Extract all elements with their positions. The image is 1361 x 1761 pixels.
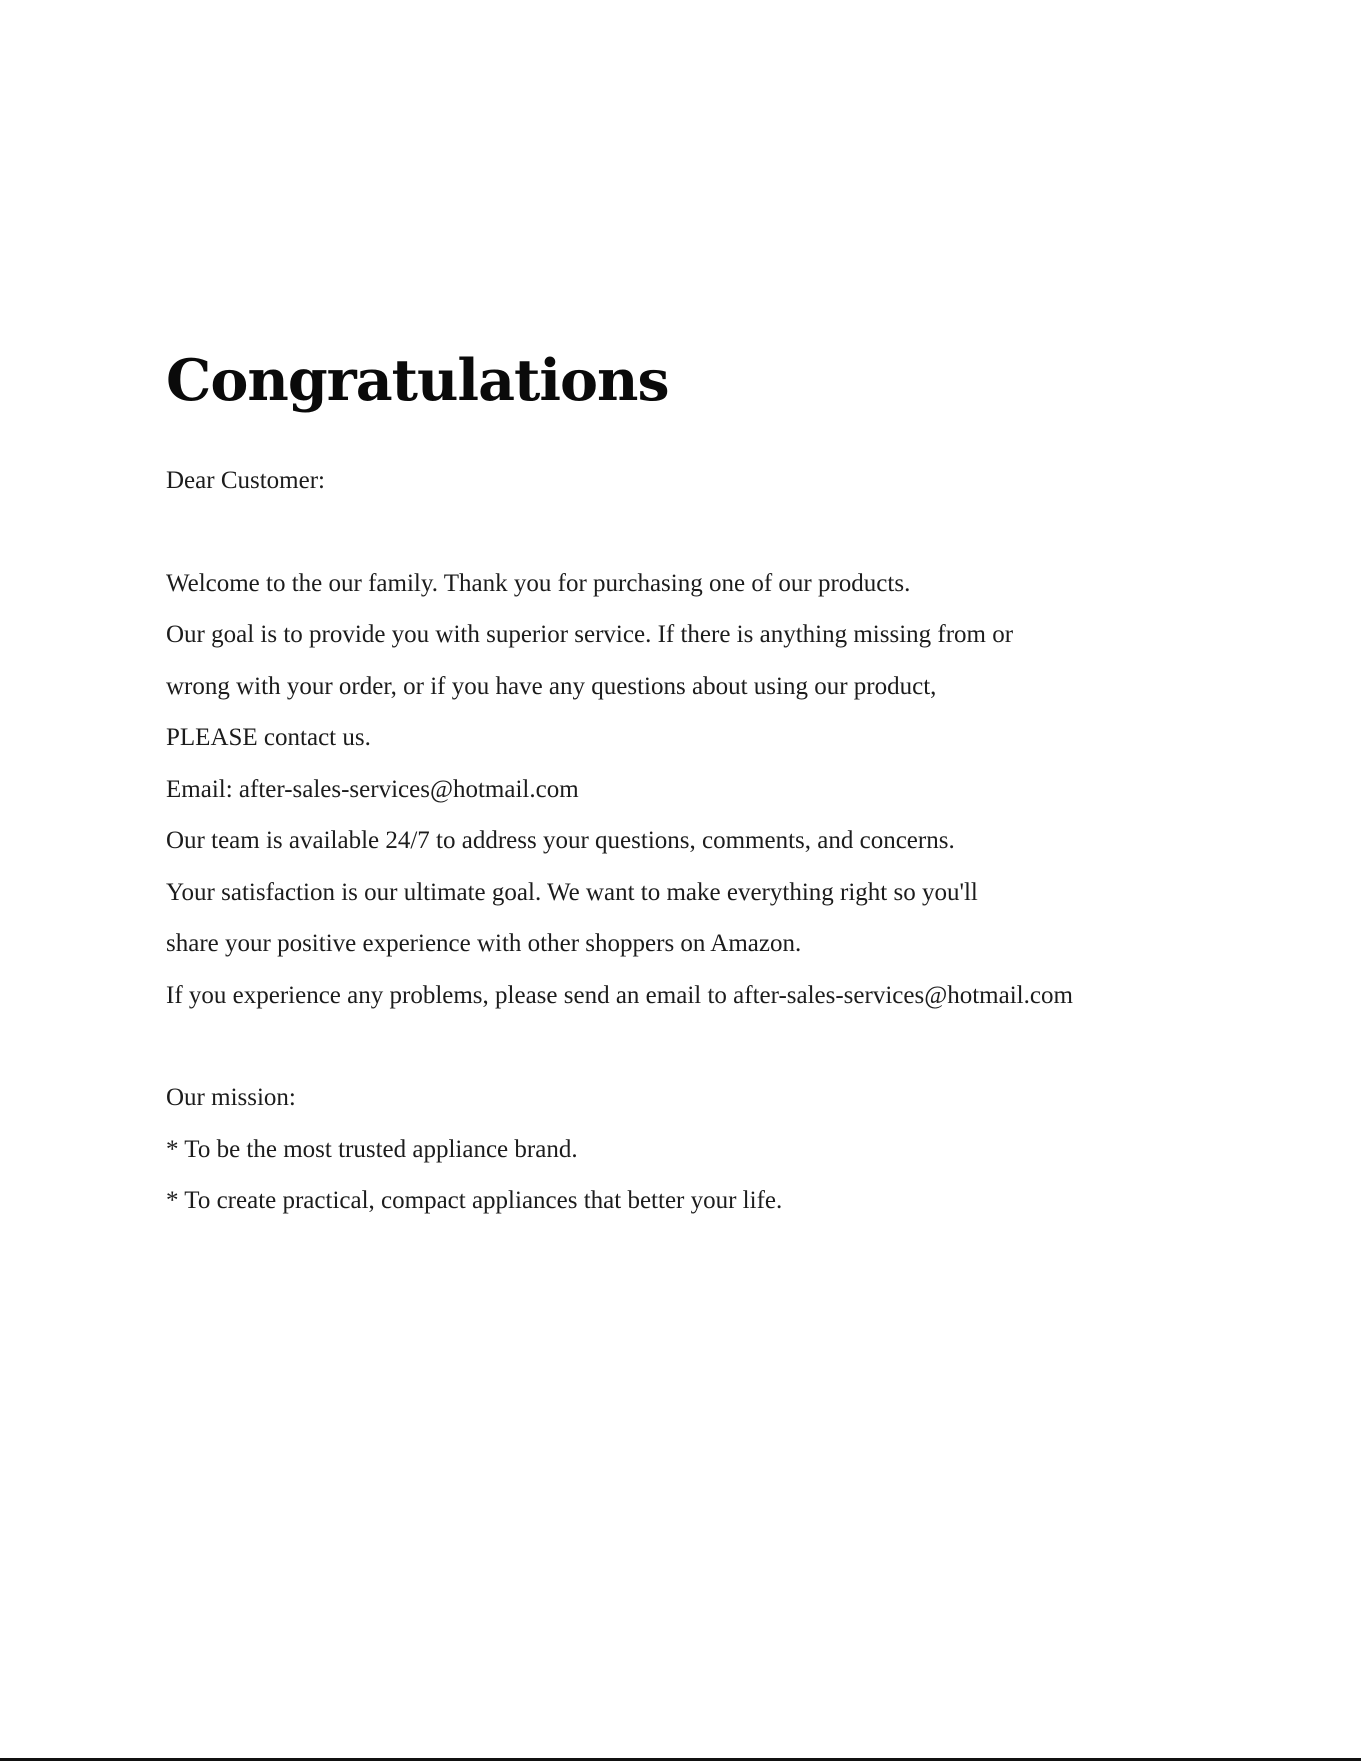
body-line-problems: If you experience any problems, please send an email to after-sales-services@hotmail.com [166,982,1073,1009]
email-line: Email: after-sales-services@hotmail.com [166,776,579,803]
mission-item: * To be the most trusted appliance brand. [166,1136,578,1163]
mission-heading: Our mission: [166,1084,296,1111]
document-title: Congratulations [166,347,669,414]
body-line-contact: PLEASE contact us. [166,724,371,751]
body-line-availability: Our team is available 24/7 to address your questions, comments, and concerns. [166,827,955,854]
body-line-welcome: Welcome to the our family. Thank you for purchasing one of our products. [166,570,911,597]
mission-item: * To create practical, compact appliances that better your life. [166,1187,783,1214]
body-line-order: wrong with your order, or if you have any questions about using our product, [166,673,937,700]
greeting: Dear Customer: [166,467,325,494]
body-line-satisfaction: Your satisfaction is our ultimate goal. We want to make everything right so you'll [166,879,978,906]
body-line-goal: Our goal is to provide you with superior service. If there is anything missing from or [166,621,1014,648]
body-line-share: share your positive experience with other shoppers on Amazon. [166,930,802,957]
